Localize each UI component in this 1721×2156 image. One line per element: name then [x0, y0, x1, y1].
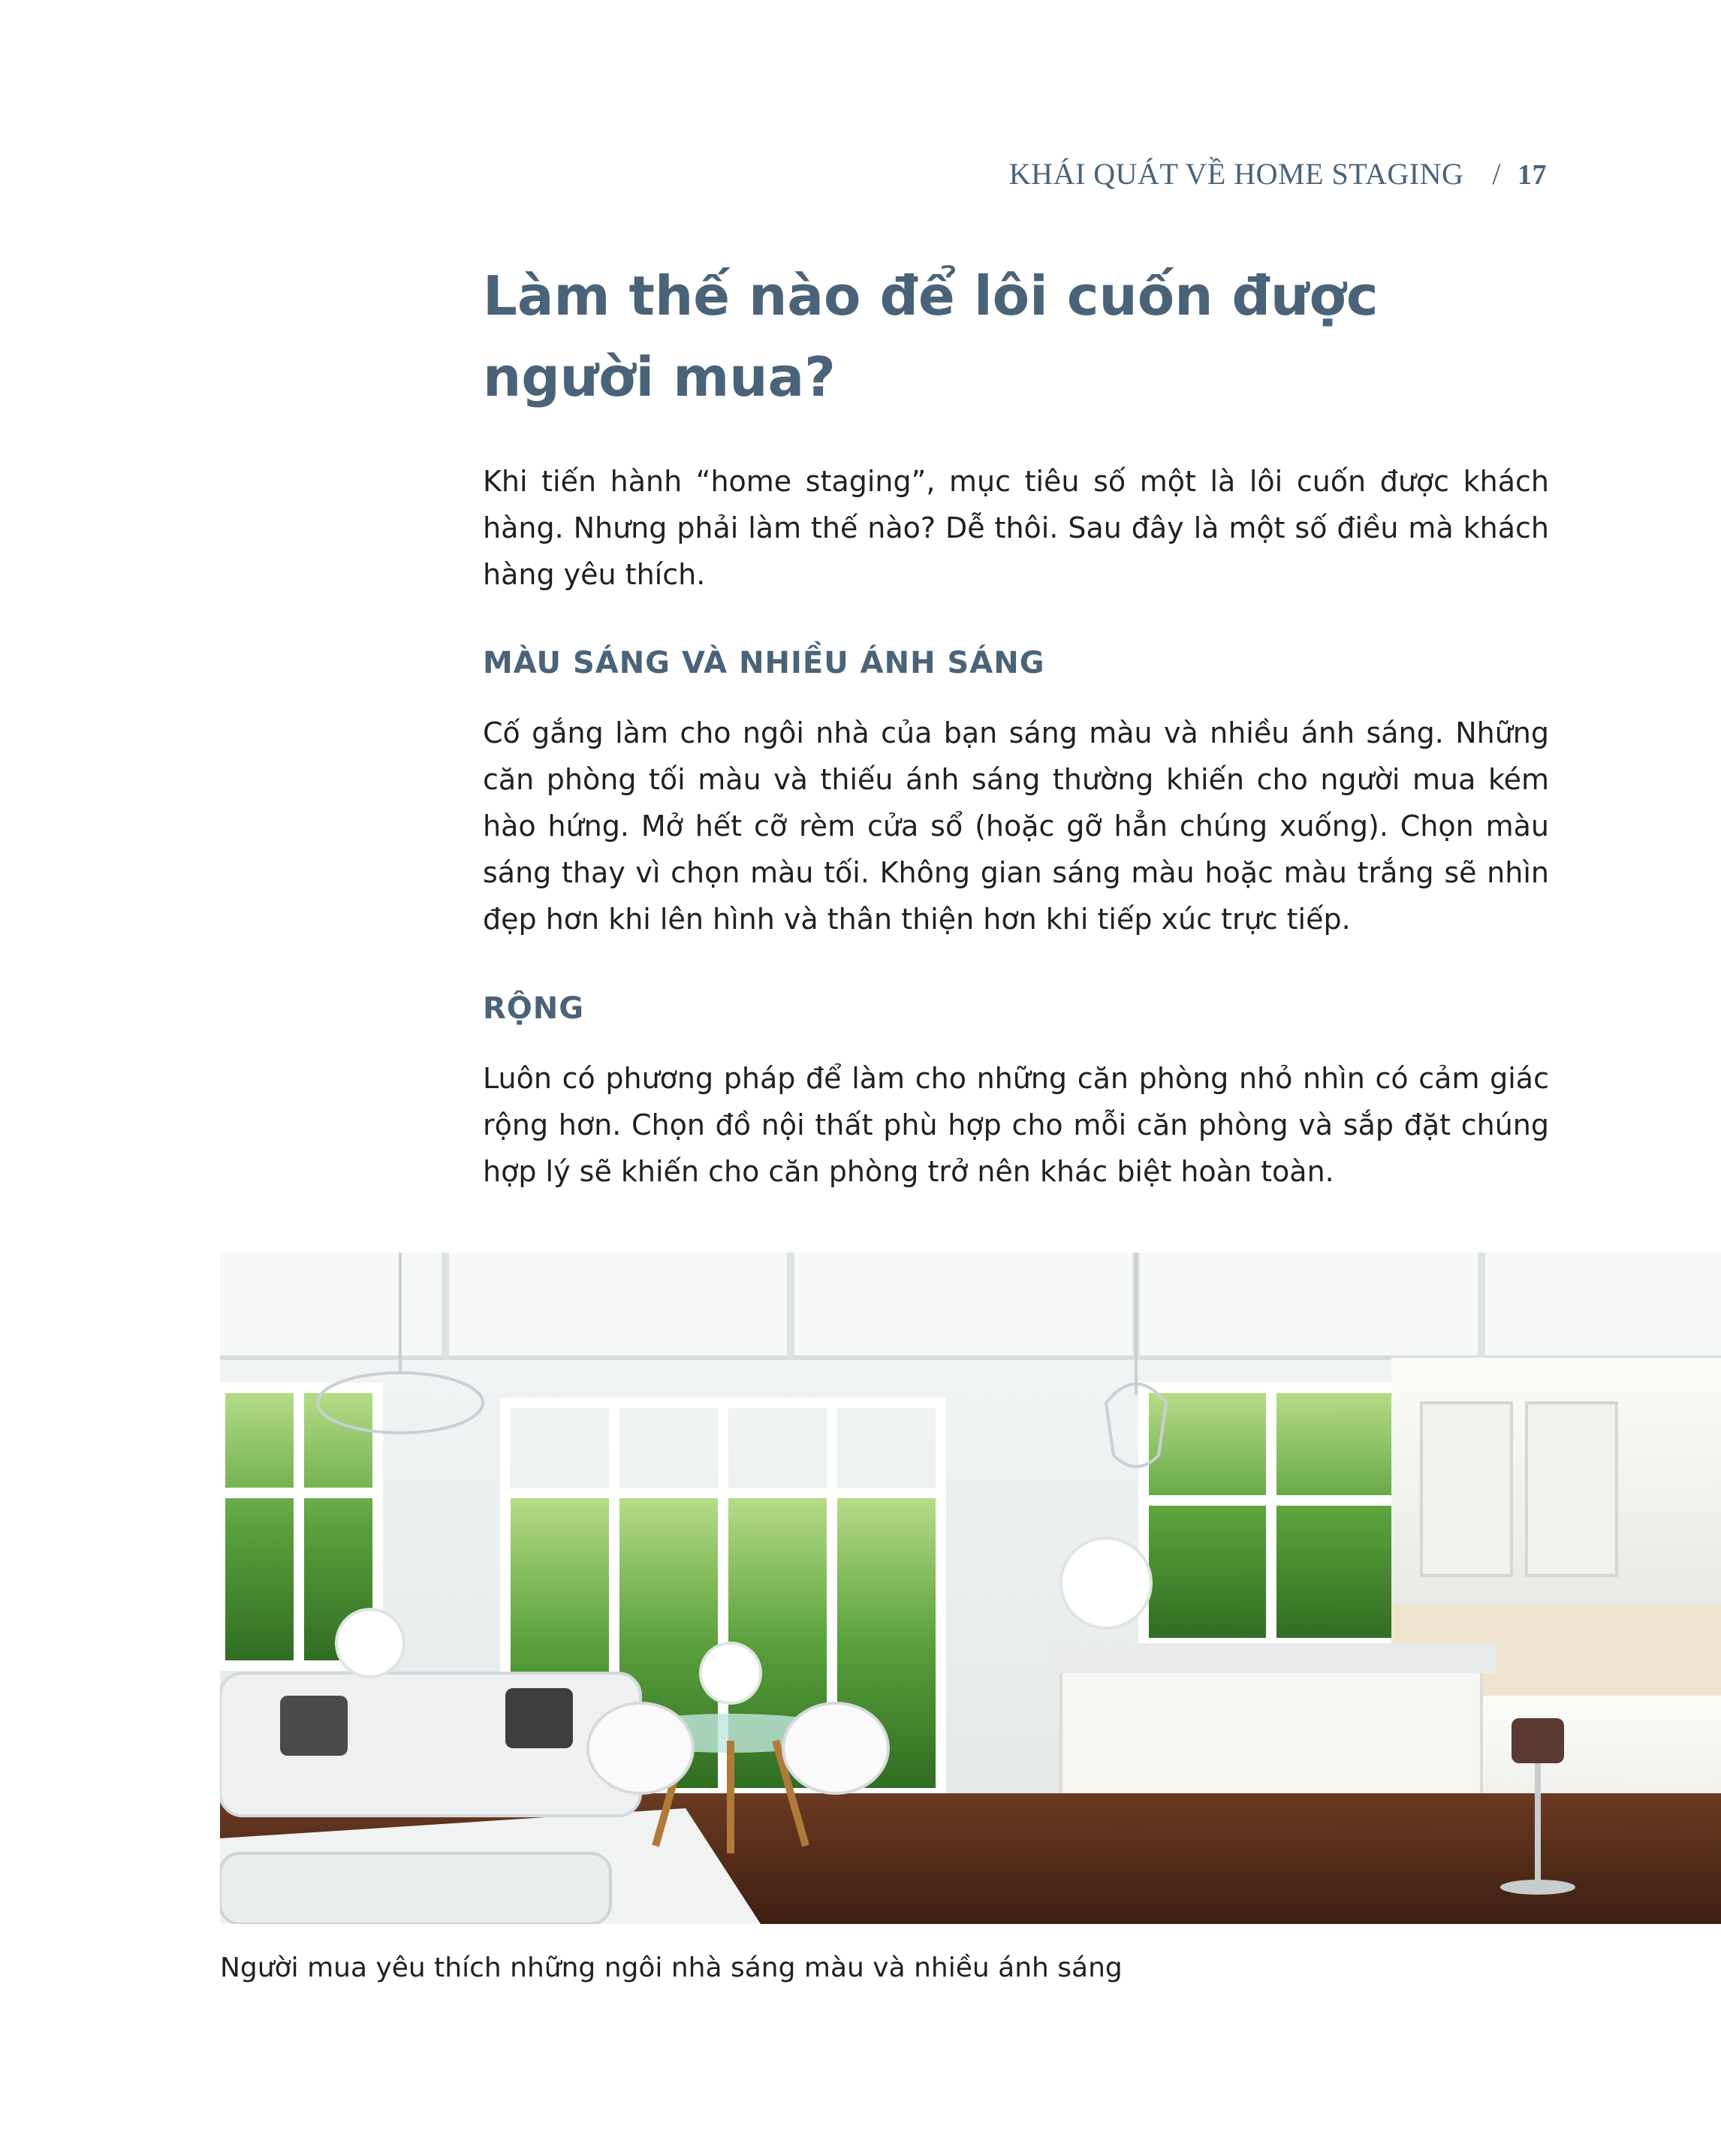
- intro-paragraph: Khi tiến hành “home staging”, mục tiêu số một là lôi cuốn được khách hàng. Nhưng phải làm thế nào? Dễ thôi. Sau đây là một số điều mà khách hàng yêu thích.: [483, 465, 1549, 591]
- section-body-bright: Cố gắng làm cho ngôi nhà của bạn sáng màu và nhiều ánh sáng. Những căn phòng tối màu và thiếu ánh sáng thường khiến cho người mua kém hào hứng. Mở hết cỡ rèm cửa sổ (hoặc gỡ hẳn chúng xuống). Chọn màu sáng thay vì chọn màu tối. Không gian sáng màu hoặc màu trắng sẽ nhìn đẹp hơn khi lên hình và thân thiện hơn khi tiếp xúc trực tiếp.: [483, 716, 1549, 936]
- running-head-section: KHÁI QUÁT VỀ HOME STAGING: [1008, 157, 1464, 191]
- running-head: [1009, 156, 1547, 191]
- section-heading-spacious: RỘNG: [483, 991, 585, 1026]
- page-number: 17: [1518, 159, 1547, 191]
- running-head-separator: /: [1492, 157, 1501, 191]
- section-body-spacious: Luôn có phương pháp để làm cho những căn phòng nhỏ nhìn có cảm giác rộng hơn. Chọn đồ nội thất phù hợp cho mỗi căn phòng và sắp đặt chúng hợp lý sẽ khiến cho căn phòng trở nên khác biệt hoàn toàn.: [483, 1062, 1549, 1188]
- page-title: Làm thế nào để lôi cuốn được người mua?: [483, 264, 1379, 409]
- photo-caption: Người mua yêu thích những ngôi nhà sáng màu và nhiều ánh sáng: [220, 1952, 1123, 1983]
- interior-illustration: [220, 1253, 1721, 1924]
- interior-photo: [220, 1253, 1721, 1924]
- section-heading-bright: MÀU SÁNG VÀ NHIỀU ÁNH SÁNG: [483, 646, 1045, 680]
